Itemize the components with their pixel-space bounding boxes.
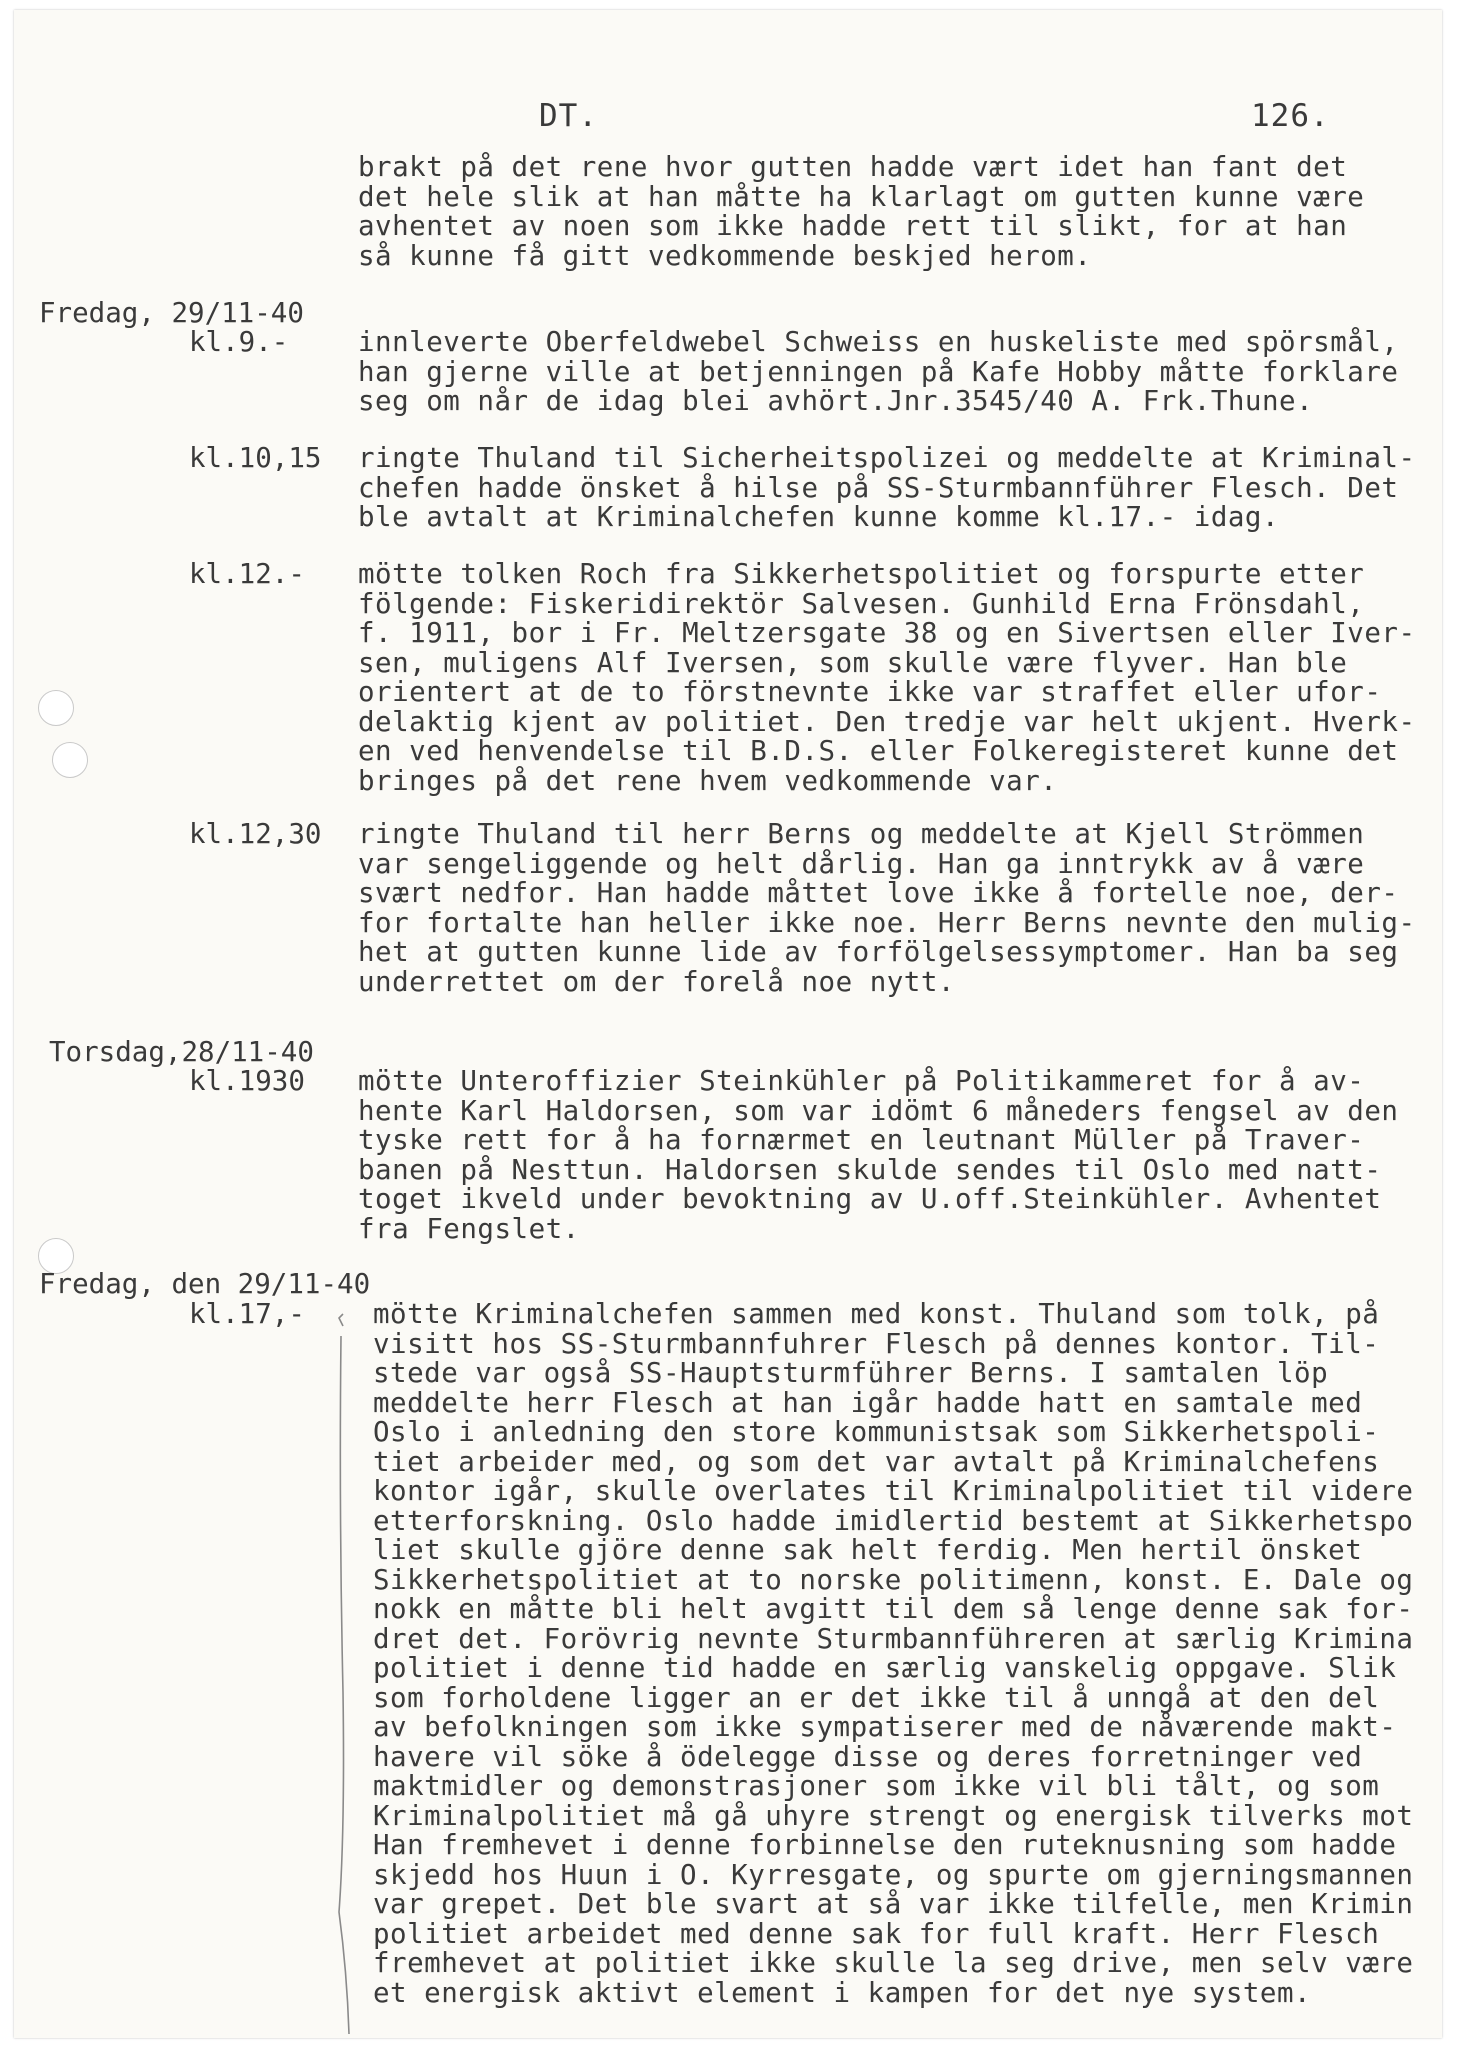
entry-time: kl.9.- xyxy=(189,326,289,358)
punch-hole xyxy=(52,742,88,778)
punch-hole xyxy=(38,690,74,726)
entry-text: mötte Kriminalchefen sammen med konst. Thuland som tolk, på visitt hos SS-Sturmbannfuhrer Flesch på dennes kontor. Til- stede var også SS-Hauptsturmführer Berns. I samtalen löp meddelte herr Flesch at han igår hadde hatt en samtale med Oslo i anledning den store kommunistsak som Sikkerhetspoli- tiet arbeider med, og som det var avtalt på Kriminalchefens kontor igår, skulle overlates til Kriminalpolitiet til videre etterforskning. Oslo hadde imidlertid bestemt at Sikkerhetspo liet skulle gjöre denne sak helt ferdig. Men hertil önsket Sikkerhetspolitiet at to norske politimenn, konst. E. Dale og nokk en måtte bli helt avgitt til dem så lenge denne sak for- dret det. Forövrig nevnte Sturmbannführeren at særlig Krimina politiet i denne tid hadde en særlig vanskelig oppgave. Slik som forholdene ligger an er det ikke til å unngå at den del av befolkningen som ikke sympatiserer med de nåværende makt- havere vil söke å ödelegge disse og deres forretninger ved maktmidler og demonstrasjoner som ikke vil bli tålt, og som Kriminalpolitiet må gå uhyre strengt og energisk tilverks mot Han fremhevet i denne forbinnelse den ruteknusning som hadde skjedd hos Huun i O. Kyrresgate, og spurte om gjerningsmannen var grepet. Det ble svart at så var ikke tilfelle, men Krimin politiet arbeidet med denne sak for full kraft. Herr Flesch fremhevet at politiet ikke skulle la seg drive, men selv være et energisk aktivt element i kampen for det nye system. xyxy=(373,1298,1414,2009)
page-number: 126. xyxy=(1251,98,1330,134)
entry-day: Fredag, 29/11-40 xyxy=(39,297,304,329)
entry-time: kl.12.- xyxy=(189,558,305,590)
entry-text: ringte Thuland til herr Berns og meddelte at Kjell Strömmen var sengeliggende og helt dårlig. Han ga inntrykk av å være svært nedfor. Han hadde måttet love ikke å fortelle noe, der- for fortalte han heller ikke noe. Herr Berns nevnte den mulig- het at gutten kunne lide av forfölgelsessymptomer. Han ba seg underrettet om der forelå noe nytt. xyxy=(358,818,1416,998)
entry-time: kl.12,30 xyxy=(189,818,322,850)
entry-text: ringte Thuland til Sicherheitspolizei og meddelte at Kriminal- chefen hadde önsket å hilse på SS-Sturmbannführer Flesch. Det ble avtalt at Kriminalchefen kunne komme kl.17.- idag. xyxy=(358,442,1416,533)
document-code: DT. xyxy=(539,98,598,134)
entry-day: Fredag, den 29/11-40 xyxy=(39,1268,371,1300)
entry-time: kl.1930 xyxy=(189,1065,305,1097)
intro-paragraph: brakt på det rene hvor gutten hadde vært idet han fant det det hele slik at han måtte ha klarlagt om gutten kunne være avhentet av noen som ikke hadde rett til slikt, for at han så kunne få gitt vedkommende beskjed herom. xyxy=(358,151,1365,272)
margin-bracket-mark xyxy=(337,1312,377,2037)
entry-day: Torsdag,28/11-40 xyxy=(49,1036,314,1068)
entry-text: mötte tolken Roch fra Sikkerhetspolitiet og forspurte etter fölgende: Fiskeridirektör Salvesen. Gunhild Erna Frönsdahl, f. 1911, bor i Fr. Meltzersgate 38 og en Sivertsen eller Iver- sen, muligens Alf Iversen, som skulle være flyver. Han ble orientert at de to förstnevnte ikke var straffet eller ufor- delaktig kjent av politiet. Den tredje var helt ukjent. Hverk- en ved henvendelse til B.D.S. eller Folkeregisteret kunne det bringes på det rene hvem vedkommende var. xyxy=(358,558,1416,797)
document-page xyxy=(14,10,1442,2038)
entry-text: innleverte Oberfeldwebel Schweiss en huskeliste med spörsmål, han gjerne ville at betjenningen på Kafe Hobby måtte forklare seg om når de idag blei avhört.Jnr.3545/40 A. Frk.Thune. xyxy=(358,326,1399,417)
entry-text: mötte Unteroffizier Steinkühler på Politikammeret for å av- hente Karl Haldorsen, som var idömt 6 måneders fengsel av den tyske rett for å ha fornærmet en leutnant Müller på Traver- banen på Nesttun. Haldorsen skulde sendes til Oslo med natt- toget ikveld under bevoktning av U.off.Steinkühler. Avhentet fra Fengslet. xyxy=(358,1065,1399,1245)
entry-time: kl.10,15 xyxy=(189,442,322,474)
entry-time: kl.17,- xyxy=(189,1298,305,1330)
